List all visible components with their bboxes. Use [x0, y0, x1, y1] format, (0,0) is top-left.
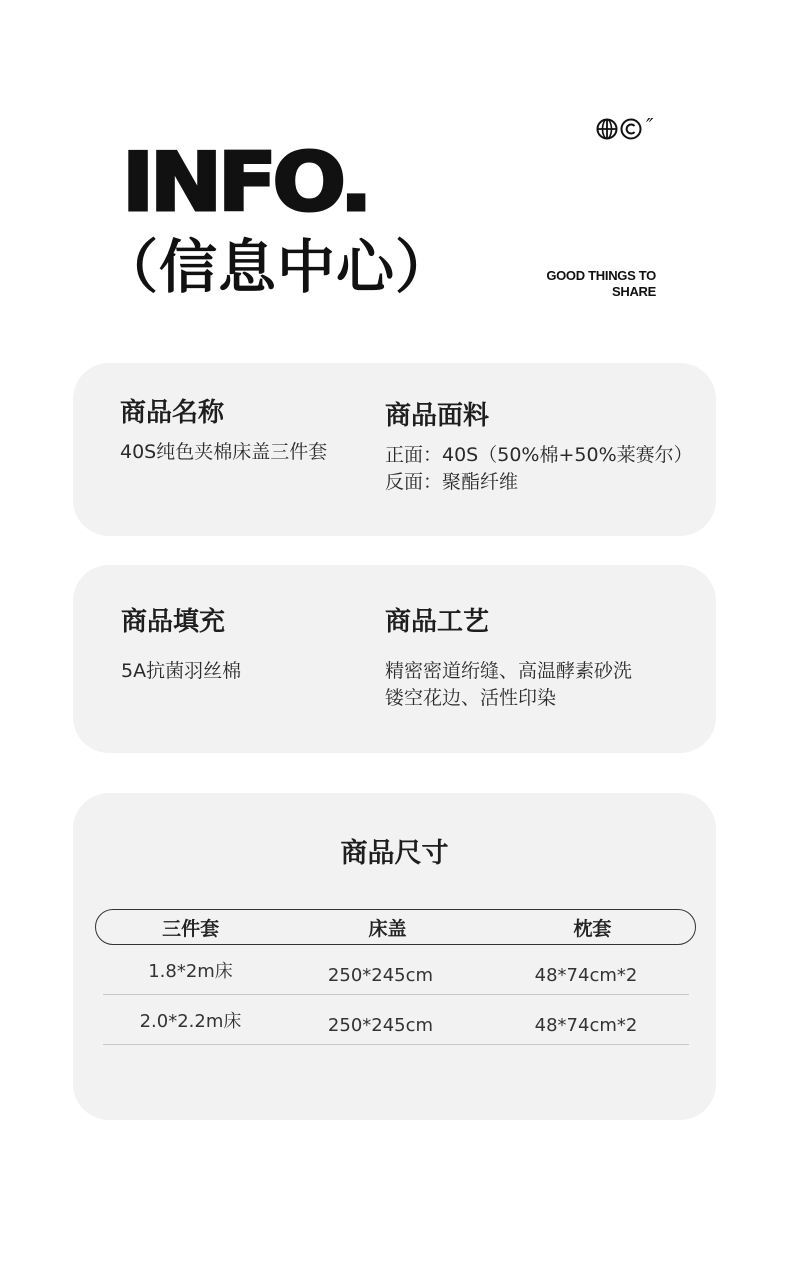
size-table-header — [95, 909, 696, 945]
table-cell-bedspread-size: 250*245cm — [327, 965, 434, 986]
product-fabric-heading: 商品面料 — [385, 401, 490, 431]
column-header-pillowcase: 枕套 — [573, 917, 612, 940]
table-row — [103, 995, 689, 1045]
page-title: INFO. — [122, 136, 369, 229]
size-heading: 商品尺寸 — [340, 838, 449, 869]
column-header-bedspread: 床盖 — [368, 917, 407, 940]
product-fabric-value — [385, 442, 693, 496]
size-table — [95, 909, 696, 1045]
product-fill-heading: 商品填充 — [121, 607, 226, 637]
slogan-line-1: GOOD THINGS TO — [546, 268, 656, 283]
product-name-heading: 商品名称 — [120, 398, 225, 428]
fill-craft-card — [73, 565, 716, 753]
product-name-value: 40S纯色夹棉床盖三件套 — [120, 441, 328, 463]
product-fill-value: 5A抗菌羽丝棉 — [121, 660, 242, 682]
brand-marks — [596, 114, 654, 140]
product-craft-section — [385, 606, 632, 712]
product-fill-section — [121, 606, 241, 685]
table-cell-bed-size: 2.0*2.2m床 — [139, 1011, 242, 1032]
table-row — [103, 945, 689, 995]
product-name-section — [120, 397, 327, 466]
craft-line-2: 镂空花边、活性印染 — [385, 687, 557, 709]
product-craft-value — [385, 658, 632, 712]
copyright-icon — [620, 118, 642, 140]
fabric-front-line: 正面：40S（50%棉+50%莱赛尔） — [385, 444, 693, 466]
double-prime-mark: ″ — [646, 114, 654, 138]
table-cell-bed-size: 1.8*2m床 — [148, 961, 233, 982]
product-craft-heading: 商品工艺 — [385, 607, 490, 637]
size-card — [73, 793, 716, 1120]
slogan-line-2: SHARE — [611, 284, 656, 299]
table-cell-bedspread-size: 250*245cm — [327, 1015, 434, 1036]
craft-line-1: 精密密道绗缝、高温酵素砂洗 — [385, 660, 633, 682]
page-subtitle: （信息中心） — [100, 233, 455, 301]
column-header-set: 三件套 — [162, 917, 220, 940]
globe-icon — [596, 118, 618, 140]
size-table-body — [103, 945, 689, 1045]
name-fabric-card — [73, 363, 716, 536]
fabric-back-line: 反面：聚酯纤维 — [385, 471, 519, 493]
product-fabric-section — [385, 400, 693, 496]
slogan — [496, 268, 656, 300]
table-cell-pillowcase-size: 48*74cm*2 — [534, 965, 638, 986]
table-cell-pillowcase-size: 48*74cm*2 — [534, 1015, 638, 1036]
